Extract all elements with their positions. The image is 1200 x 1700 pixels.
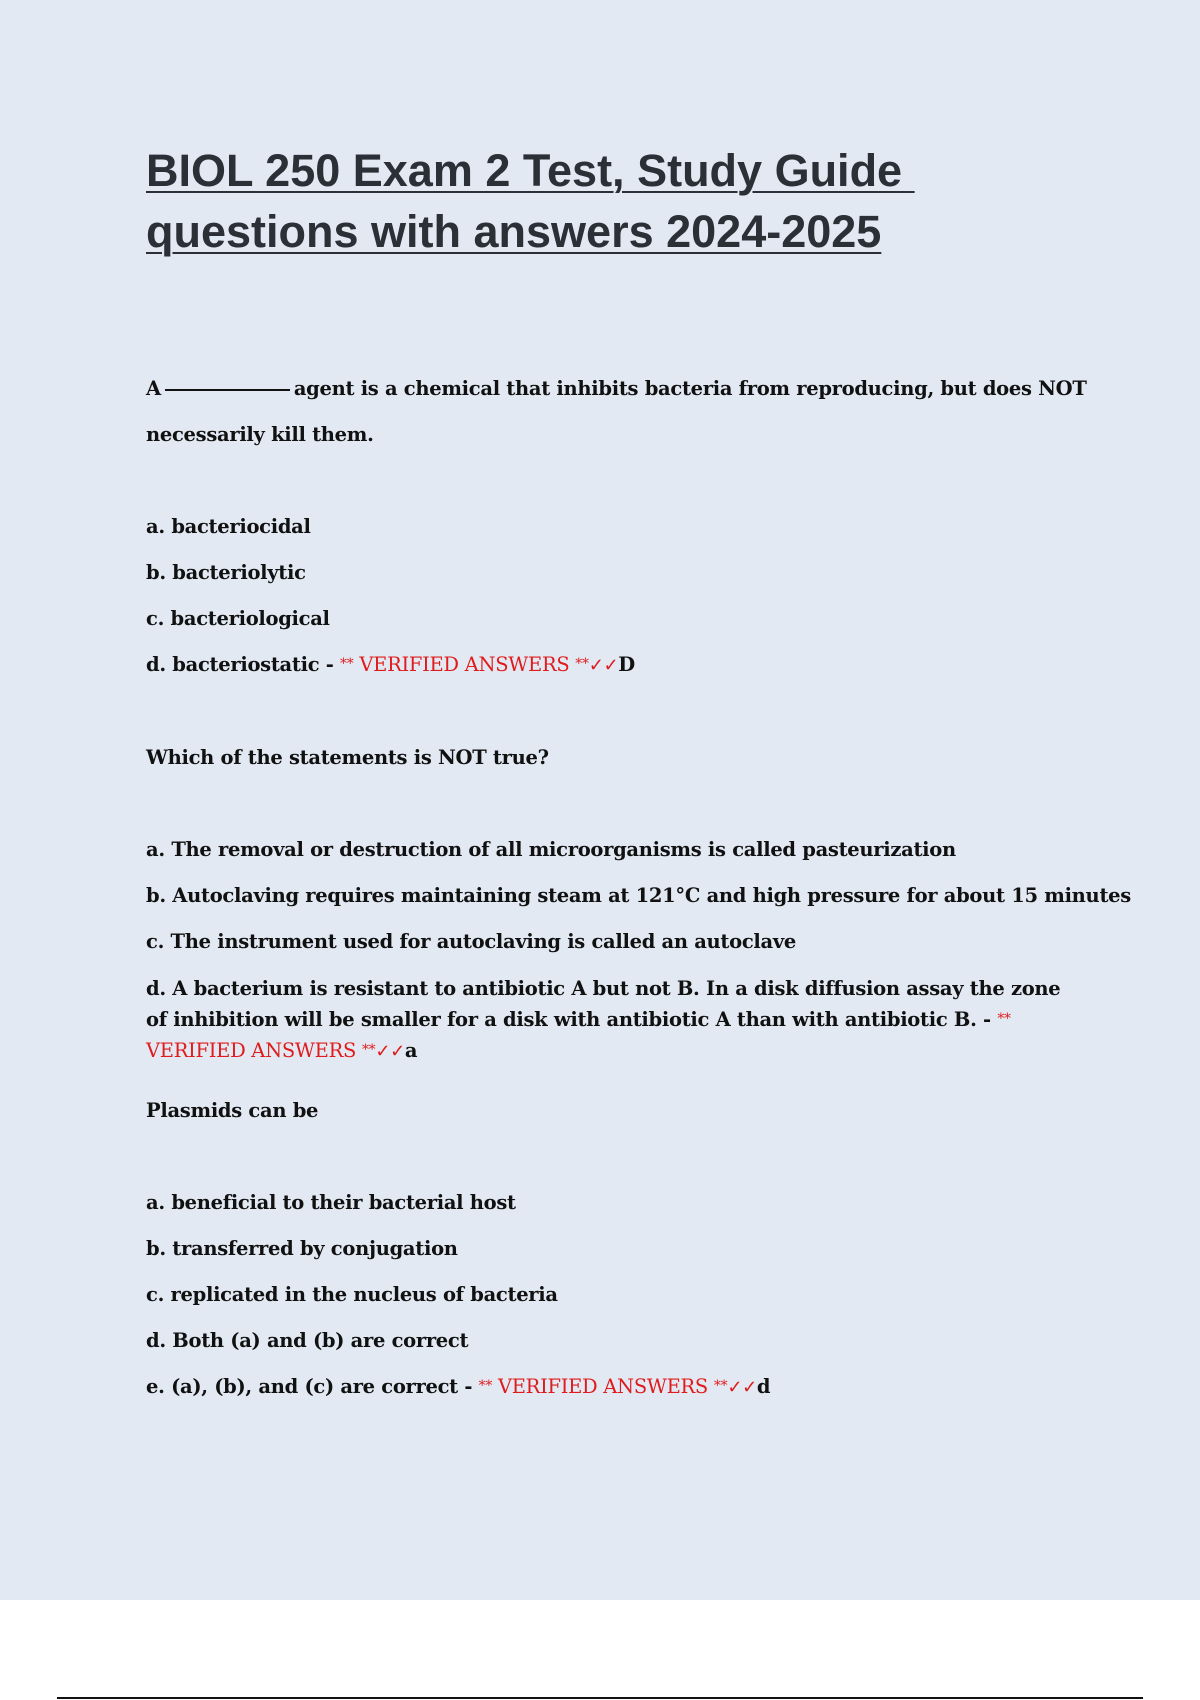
- question-3-option-c: c. replicated in the nucleus of bacteria: [146, 1283, 558, 1306]
- footer-divider: [57, 1697, 1143, 1699]
- verified-answer-tag: [340, 653, 618, 676]
- document-title: [146, 140, 1046, 262]
- question-2-option-c: c. The instrument used for autoclaving is called an autoclave: [146, 930, 797, 953]
- stem-start: A: [146, 377, 161, 400]
- stars-icon: **: [997, 1011, 1011, 1027]
- answer-value: D: [618, 653, 635, 676]
- question-2-option-a: a. The removal or destruction of all microorganisms is called pasteurization: [146, 838, 956, 861]
- question-2-option-b: b. Autoclaving requires maintaining steam at 121°C and high pressure for about 15 minutes: [146, 884, 1131, 907]
- question-1-stem-line2: necessarily kill them.: [146, 423, 374, 446]
- question-3-stem: Plasmids can be: [146, 1099, 319, 1122]
- question-1-option-b: b. bacteriolytic: [146, 561, 306, 584]
- option-text: d. A bacterium is resistant to antibiotic A but not B. In a disk diffusion assay the zone of inhibition will be smaller for a disk with antibiotic A than with antibiotic B. -: [146, 977, 1061, 1031]
- checkmark-icon: ✓✓: [727, 1377, 757, 1398]
- answer-value: a: [404, 1039, 418, 1062]
- answer-value: d: [756, 1375, 771, 1398]
- question-1-stem: [146, 377, 1087, 400]
- stars-icon: **: [361, 1042, 376, 1058]
- verified-label: VERIFIED ANSWERS: [497, 1375, 708, 1398]
- question-3-option-e: [146, 1375, 770, 1398]
- option-text: d. bacteriostatic -: [146, 653, 341, 676]
- question-3-option-a: a. beneficial to their bacterial host: [146, 1191, 516, 1214]
- verified-answer-tag: [479, 1375, 757, 1398]
- title-line-2: questions with answers 2024-2025: [146, 206, 882, 257]
- fill-in-blank: [165, 389, 290, 391]
- title-line-1: BIOL 250 Exam 2 Test, Study Guide: [146, 145, 915, 196]
- stars-icon: **: [575, 656, 589, 672]
- question-1-option-d: [146, 653, 635, 676]
- option-text: e. (a), (b), and (c) are correct -: [146, 1375, 479, 1398]
- checkmark-icon: ✓✓: [588, 655, 619, 676]
- question-3-option-d: d. Both (a) and (b) are correct: [146, 1329, 469, 1352]
- question-2-stem: Which of the statements is NOT true?: [146, 746, 549, 769]
- question-1-option-c: c. bacteriological: [146, 607, 330, 630]
- verified-label: VERIFIED ANSWERS: [359, 653, 570, 676]
- question-3-option-b: b. transferred by conjugation: [146, 1237, 458, 1260]
- stars-icon: **: [340, 656, 354, 672]
- verified-label: VERIFIED ANSWERS: [146, 1039, 357, 1062]
- checkmark-icon: ✓✓: [375, 1041, 405, 1062]
- question-2-option-d: [146, 974, 1086, 1067]
- stars-icon: **: [713, 1378, 728, 1394]
- stem-end: agent is a chemical that inhibits bacteria from reproducing, but does NOT: [293, 377, 1087, 400]
- question-1-option-a: a. bacteriocidal: [146, 515, 311, 538]
- stars-icon: **: [478, 1378, 493, 1394]
